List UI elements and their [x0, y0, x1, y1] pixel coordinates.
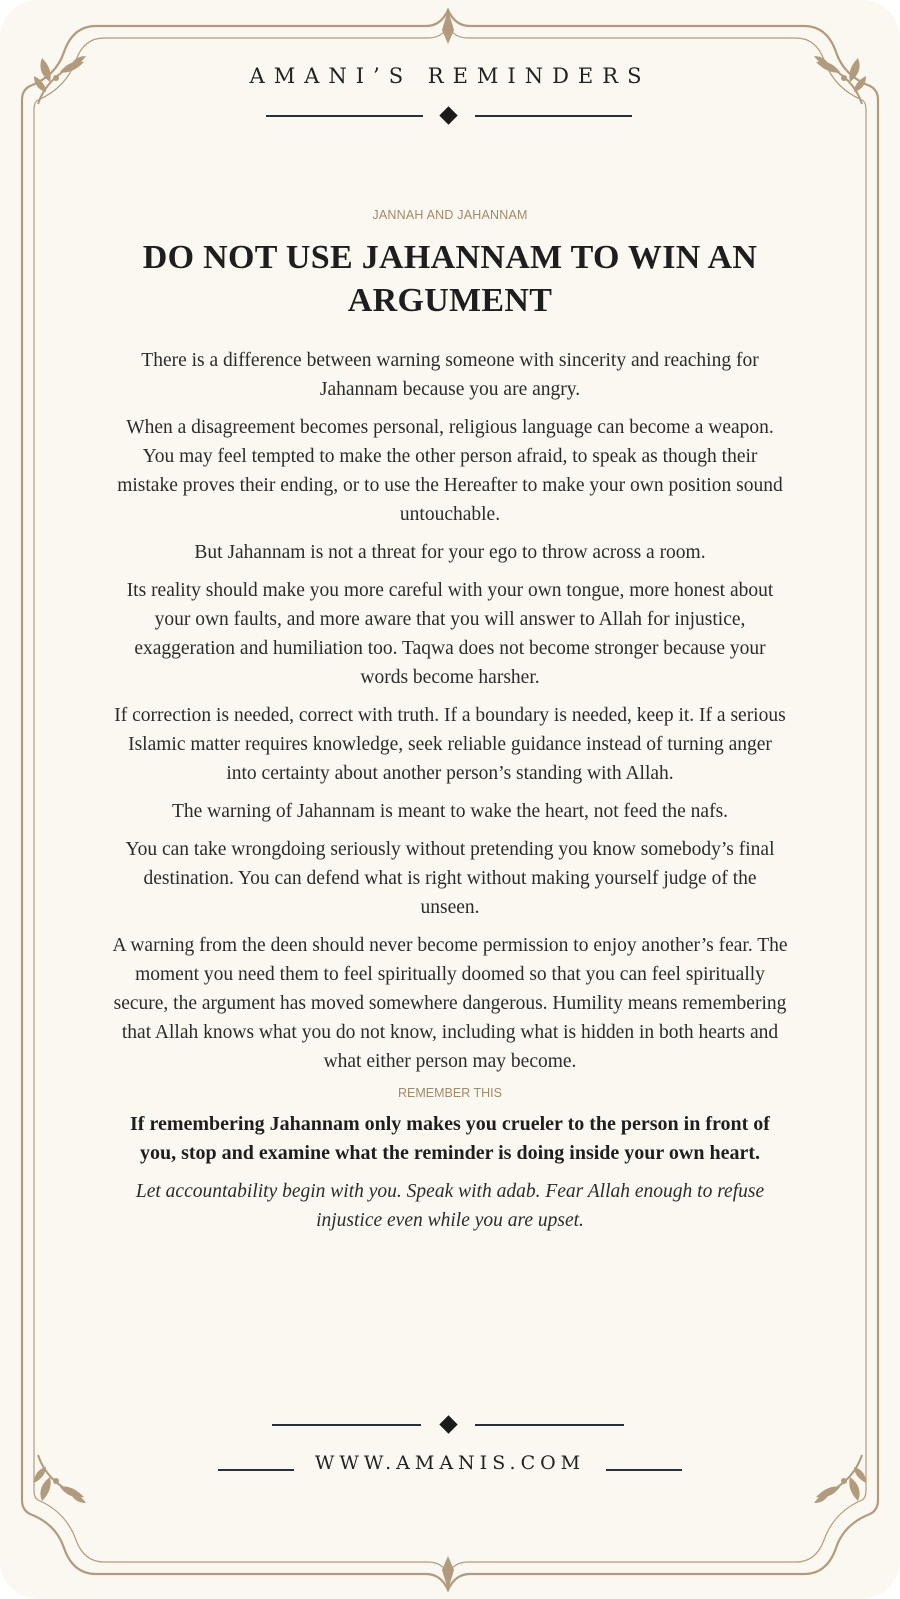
paragraph: If correction is needed, correct with truth. If a boundary is needed, keep it. If a serious Islamic matter requires knowledge, seek reliable guidance instead of turning anger into certainty about another person’s standing with Allah.	[114, 705, 786, 784]
category-label: JANNAH AND JAHANNAM	[372, 208, 528, 222]
paragraph: There is a difference between warning someone with sincerity and reaching for Jahannam because you are angry.	[141, 350, 759, 400]
remember-label: REMEMBER THIS	[398, 1086, 502, 1100]
paragraph: A warning from the deen should never become permission to enjoy another’s fear. The moment you need them to feel spiritually doomed so that you can feel spiritually secure, the argument has moved somewhere dangerous. Humility means remembering that Allah knows what you do not know, including what is hidden in both hearts and what either person may become.	[112, 935, 788, 1072]
brand-title: AMANI’S REMINDERS	[249, 64, 651, 88]
header-divider-right	[475, 115, 632, 117]
paragraph: When a disagreement becomes personal, religious language can become a weapon. You may feel tempted to make the other person afraid, to speak as though their mistake proves their ending, or to use the Hereafter to make your own position sound untouchable.	[117, 417, 783, 525]
url-rule-right	[606, 1469, 682, 1471]
paragraph: Its reality should make you more careful with your own tongue, more honest about your own faults, and more aware that you will answer to Allah for injustice, exaggeration and humiliation too. Taqwa does not become stronger because your words become harsher.	[126, 580, 774, 688]
closing-note: Let accountability begin with you. Speak with adab. Fear Allah enough to refuse injustice even while you are upset.	[135, 1181, 765, 1231]
article-body	[112, 208, 788, 1235]
article-title: DO NOT USE JAHANNAM TO WIN AN ARGUMENT	[142, 239, 758, 319]
key-point: If remembering Jahannam only makes you crueler to the person in front of you, stop and examine what the reminder is doing inside your own heart.	[130, 1113, 770, 1164]
website-url: WWW.AMANIS.COM	[314, 1452, 586, 1474]
paragraph: The warning of Jahannam is meant to wake the heart, not feed the nafs.	[171, 801, 729, 822]
footer-divider-left	[272, 1424, 421, 1426]
footer-divider-right	[475, 1424, 624, 1426]
paragraph: But Jahannam is not a threat for your ego to throw across a room.	[194, 542, 706, 563]
paragraph: You can take wrongdoing seriously without pretending you know somebody’s final destination. You can defend what is right without making yourself judge of the unseen.	[125, 839, 775, 918]
header-divider-left	[266, 115, 423, 117]
